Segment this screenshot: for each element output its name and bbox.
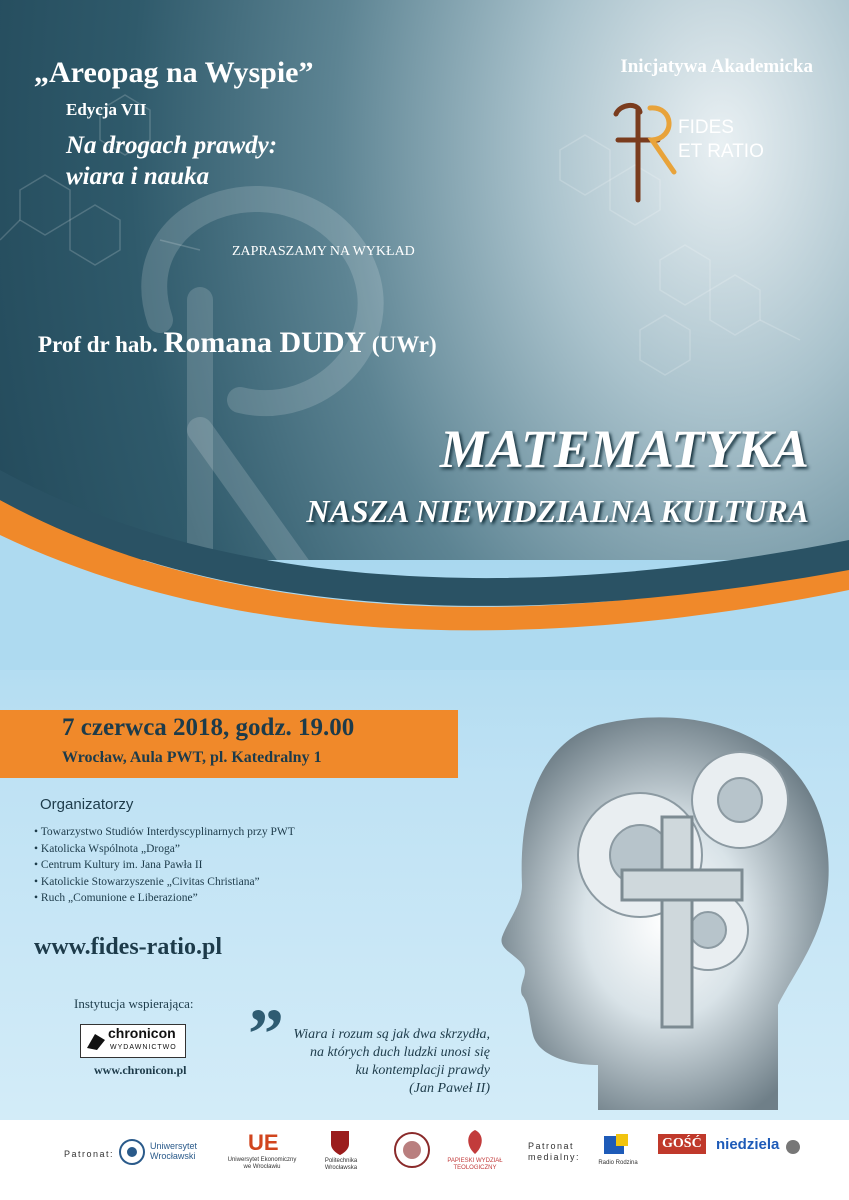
quote-attribution: (Jan Paweł II) (409, 1081, 490, 1096)
series-title: „Areopag na Wyspie” (34, 56, 314, 89)
quote-line: Wiara i rozum są jak dwa skrzydła, (293, 1027, 490, 1042)
quote-line: ku kontemplacji prawdy (355, 1063, 490, 1078)
media-patronage-label (528, 1141, 580, 1163)
gosc-logo: GOŚĆ (658, 1134, 706, 1154)
speaker-affiliation: (UWr) (371, 332, 437, 357)
uwr-line-1: Uniwersytet (150, 1141, 198, 1151)
book-icon (85, 1030, 107, 1052)
theme-line-1: Na drogach prawdy: (66, 132, 278, 159)
edition-label: Edycja VII (66, 100, 147, 119)
patronage-label: Patronat: (64, 1149, 115, 1159)
seal-icon (392, 1130, 432, 1170)
ue-line-2: we Wrocławiu (243, 1164, 281, 1170)
lecture-subtitle: NASZA NIEWIDZIALNA KULTURA (306, 493, 809, 529)
quote-text (264, 1026, 490, 1098)
niedziela-logo: niedziela (716, 1136, 780, 1153)
university-wroclaw-seal-icon (118, 1138, 146, 1166)
theme-text (66, 130, 277, 192)
pwt-logo-text (440, 1158, 510, 1172)
invite-text: ZAPRASZAMY NA WYKŁAD (232, 244, 415, 259)
pwr-logo-text (318, 1158, 364, 1172)
organizer-item: • Ruch „Comunione e Liberazione” (34, 890, 295, 907)
ue-logo: UE (248, 1130, 279, 1155)
pwt-line-2: TEOLOGICZNY (453, 1165, 497, 1171)
speaker (38, 326, 437, 360)
footer-patrons (0, 1120, 849, 1200)
media-label-line-1: Patronat (528, 1141, 575, 1151)
organizer-item: • Centrum Kultury im. Jana Pawła II (34, 857, 295, 874)
politechnika-shield-icon (330, 1130, 350, 1156)
ue-line-1: Uniwersytet Ekonomiczny (227, 1157, 297, 1163)
chronicon-name: chronicon (108, 1025, 176, 1041)
media-label-line-2: medialny: (528, 1152, 581, 1162)
pwr-line-1: Politechnika (324, 1158, 358, 1164)
quote-mark-icon: ” (248, 994, 284, 1074)
uwr-line-2: Wrocławski (150, 1151, 196, 1161)
initiative-label: Inicjatywa Akademicka (620, 56, 813, 77)
organizer-item: • Towarzystwo Studiów Interdyscyplinarnych przy PWT (34, 824, 295, 841)
radio-rodzina-text: Radio Rodzina (598, 1160, 638, 1166)
quote-line: na których duch ludzki unosi się (309, 1045, 490, 1060)
fides-ratio-logo-icon (612, 100, 678, 210)
speaker-prefix: Prof dr hab. (38, 332, 158, 357)
pwt-line-1: PAPIESKI WYDZIAŁ (447, 1158, 503, 1164)
organizers-heading: Organizatorzy (40, 796, 134, 813)
pwt-crest-icon (462, 1128, 488, 1156)
lecture-title: MATEMATYKA (439, 419, 809, 479)
logo-line-1: FIDES (678, 117, 734, 138)
chronicon-url[interactable]: www.chronicon.pl (94, 1063, 187, 1077)
theme-line-2: wiara i nauka (66, 163, 210, 190)
head-gears-cross-illustration (478, 705, 838, 1115)
pwr-line-2: Wrocławska (324, 1165, 358, 1171)
chronicon-subtitle: WYDAWNICTWO (110, 1044, 177, 1051)
event-place: Wrocław, Aula PWT, pl. Katedralny 1 (62, 749, 322, 766)
logo-text (678, 116, 764, 164)
organizer-item: • Katolicka Wspólnota „Droga” (34, 841, 295, 858)
speaker-name: Romana DUDY (163, 326, 367, 359)
radio-rodzina-logo-icon (602, 1132, 630, 1158)
organizers-list (34, 824, 295, 907)
uwr-logo-text (150, 1141, 197, 1161)
website-link[interactable]: www.fides-ratio.pl (34, 934, 222, 960)
logo-line-2: ET RATIO (678, 141, 764, 162)
organizer-item: • Katolickie Stowarzyszenie „Civitas Christiana” (34, 874, 295, 891)
niedziela-globe-icon (784, 1138, 802, 1156)
support-label: Instytucja wspierająca: (74, 996, 194, 1011)
ue-logo-text (222, 1157, 302, 1171)
event-date: 7 czerwca 2018, godz. 19.00 (62, 714, 355, 741)
